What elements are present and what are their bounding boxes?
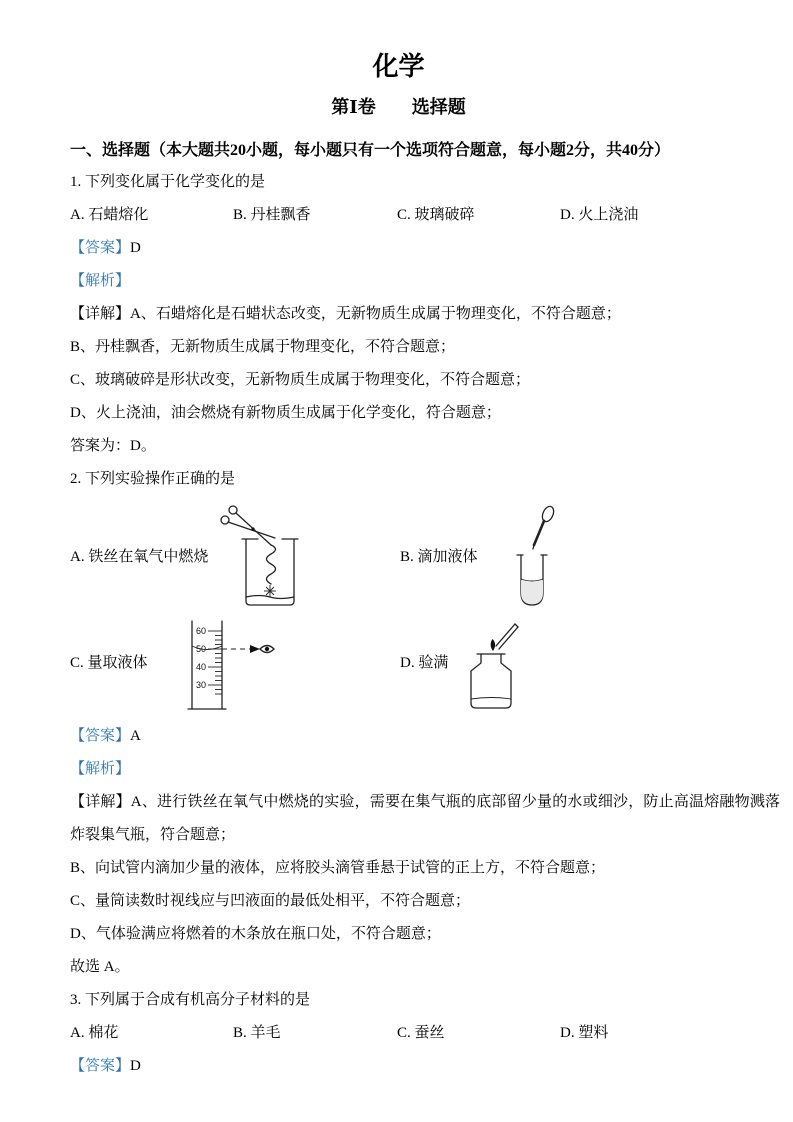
option-d: D. 火上浇油	[560, 207, 639, 223]
figure-iron-wire-burning	[216, 503, 316, 609]
flame	[491, 639, 496, 651]
question-3-stem: 3. 下列属于合成有机高分子材料的是	[70, 992, 311, 1008]
section-heading: 一、选择题（本大题共20小题，每小题只有一个选项符合题意，每小题2分，共40分）	[70, 142, 671, 159]
svg-text:40: 40	[195, 662, 206, 672]
option-d: D. 塑料	[560, 1025, 609, 1041]
page-title: 化学	[372, 52, 425, 81]
question-1-options	[70, 206, 727, 225]
gas-bottle	[471, 654, 511, 708]
detail-line: 故选 A。	[70, 959, 130, 975]
detail-line: B、丹桂飘香，无新物质生成属于物理变化，不符合题意；	[70, 339, 456, 355]
wood-splint	[496, 624, 518, 649]
option-c: C. 蚕丝	[397, 1025, 445, 1041]
liquid	[521, 580, 543, 604]
question-2-stem: 2. 下列实验操作正确的是	[70, 471, 236, 487]
figure-row-ab	[70, 503, 727, 611]
question-2	[70, 470, 781, 977]
figure-label-a: A. 铁丝在氧气中燃烧	[70, 549, 209, 565]
question-1-stem: 1. 下列变化属于化学变化的是	[70, 174, 266, 190]
answer-value: A	[130, 728, 141, 744]
detail-line: C、玻璃破碎是形状改变，无新物质生成属于物理变化，不符合题意；	[70, 372, 531, 388]
svg-text:30: 30	[195, 680, 206, 690]
scale-numbers	[196, 626, 206, 690]
svg-text:50: 50	[195, 644, 206, 654]
paper-part-heading: 第Ⅰ卷 选择题	[331, 97, 466, 117]
detail-line: C、量筒读数时视线应与凹液面的最低处相平，不符合题意；	[70, 893, 471, 909]
answer-label: 【答案】	[70, 1058, 131, 1074]
figure-measuring-cylinder	[162, 619, 286, 715]
question-2-analysis-label: 【解析】	[70, 761, 131, 777]
option-c: C. 玻璃破碎	[397, 207, 475, 223]
question-2-answer	[70, 727, 727, 746]
sparks	[264, 585, 276, 597]
test-tube	[517, 555, 547, 605]
answer-label: 【答案】	[70, 728, 131, 744]
question-3-options	[70, 1024, 727, 1043]
tongs-handle-loop	[221, 516, 229, 524]
sight-arrow	[250, 645, 260, 653]
option-b: B. 丹桂飘香	[233, 207, 311, 223]
detail-line: 答案为：D。	[70, 438, 156, 454]
figure-dropper-liquid	[492, 503, 572, 609]
detail-line: 炸裂集气瓶，符合题意；	[70, 827, 236, 843]
option-b: B. 羊毛	[233, 1025, 281, 1041]
figure-label-c: C. 量取液体	[70, 655, 148, 671]
question-1	[70, 173, 727, 456]
figure-row-cd	[70, 619, 727, 719]
scale-ticks	[208, 631, 222, 694]
figure-label-b: B. 滴加液体	[400, 549, 478, 565]
dropper	[533, 505, 556, 549]
eye-icon	[260, 646, 274, 653]
option-a: A. 石蜡熔化	[70, 207, 149, 223]
detail-line: D、火上浇油，油会燃烧有新物质生成属于化学变化，符合题意；	[70, 405, 501, 421]
question-1-analysis-label: 【解析】	[70, 273, 131, 289]
option-a: A. 棉花	[70, 1025, 119, 1041]
figure-label-d: D. 验满	[400, 655, 449, 671]
answer-value: D	[130, 1058, 141, 1074]
figure-gas-full-test	[454, 619, 534, 715]
liquid-level	[521, 579, 543, 581]
iron-wire-coil	[267, 545, 276, 584]
detail-line: D、气体验满应将燃着的木条放在瓶口处，不符合题意；	[70, 926, 441, 942]
detail-line: 【详解】A、进行铁丝在氧气中燃烧的实验，需要在集气瓶的底部留少量的水或细沙，防止高温熔融物溅落	[70, 794, 781, 810]
answer-label: 【答案】	[70, 240, 131, 256]
cylinder-walls	[188, 621, 226, 709]
detail-line: B、向试管内滴加少量的液体，应将胶头滴管垂悬于试管的正上方，不符合题意；	[70, 860, 606, 876]
question-3	[70, 991, 727, 1076]
answer-value: D	[130, 240, 141, 256]
question-3-answer	[70, 1057, 727, 1076]
question-1-answer	[70, 239, 727, 258]
svg-text:60: 60	[195, 626, 206, 636]
detail-line: 【详解】A、石蜡熔化是石蜡状态改变，无新物质生成属于物理变化，不符合题意；	[70, 306, 621, 322]
